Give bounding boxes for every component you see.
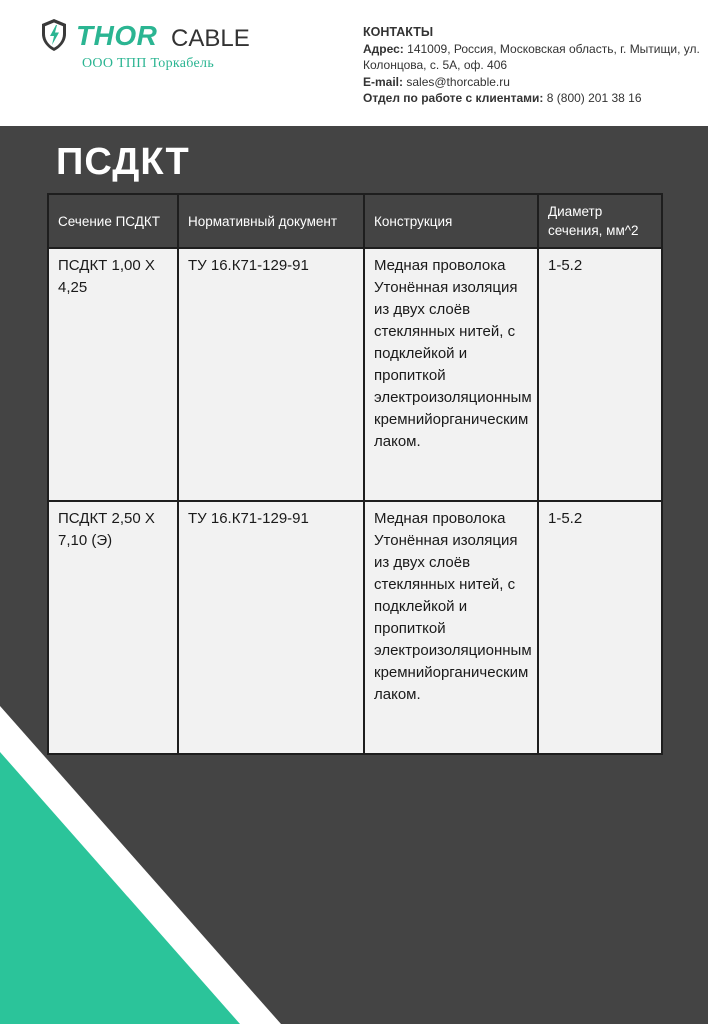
cell-section: ПСДКТ 1,00 Х 4,25 — [48, 248, 178, 501]
thor-cable-logo — [40, 16, 260, 76]
logo-brand-secondary: CABLE — [171, 25, 250, 52]
page-header — [0, 0, 708, 126]
header-standard: Нормативный документ — [178, 194, 364, 248]
header-section: Сечение ПСДКТ — [48, 194, 178, 248]
cell-section: ПСДКТ 2,50 Х 7,10 (Э) — [48, 501, 178, 754]
logo-brand-main: THOR — [76, 20, 158, 51]
page-title: ПСДКТ — [56, 141, 190, 183]
logo-company-name: ООО ТПП Торкабель — [82, 56, 215, 71]
contacts-title: КОНТАКТЫ — [363, 25, 434, 39]
cell-construction: Медная проволока Утонённая изоляция из двух слоёв стеклянных нитей, с подклейкой и пропиткой электроизоляционным кремнийорганическим лаком. — [364, 501, 538, 754]
cell-standard: ТУ 16.К71-129-91 — [178, 501, 364, 754]
clients-label: Отдел по работе с клиентами: — [363, 91, 544, 105]
cell-standard: ТУ 16.К71-129-91 — [178, 248, 364, 501]
table-row — [48, 248, 662, 501]
address-value: 141009, Россия, Московская область, г. Мытищи, ул. Колонцова, с. 5А, оф. 406 — [363, 41, 700, 72]
contacts-address — [363, 41, 703, 74]
contacts-clients — [363, 90, 703, 107]
header-diameter: Диаметр сечения, мм^2 — [538, 194, 662, 248]
cell-construction: Медная проволока Утонённая изоляция из двух слоёв стеклянных нитей, с подклейкой и пропиткой электроизоляционным кремнийорганическим лаком. — [364, 248, 538, 501]
spec-table — [47, 193, 663, 755]
table-header-row — [48, 194, 662, 248]
email-value[interactable]: sales@thorcable.ru — [406, 74, 510, 89]
table-row — [48, 501, 662, 754]
address-label: Адрес: — [363, 41, 404, 56]
cell-diameter: 1-5.2 — [538, 248, 662, 501]
clients-phone[interactable]: 8 (800) 201 38 16 — [546, 91, 642, 105]
email-label: E-mail: — [363, 74, 404, 89]
contacts-block — [363, 24, 703, 107]
contacts-email — [363, 74, 703, 91]
cell-diameter: 1-5.2 — [538, 501, 662, 754]
shield-bolt-icon — [40, 18, 68, 52]
header-construction: Конструкция — [364, 194, 538, 248]
